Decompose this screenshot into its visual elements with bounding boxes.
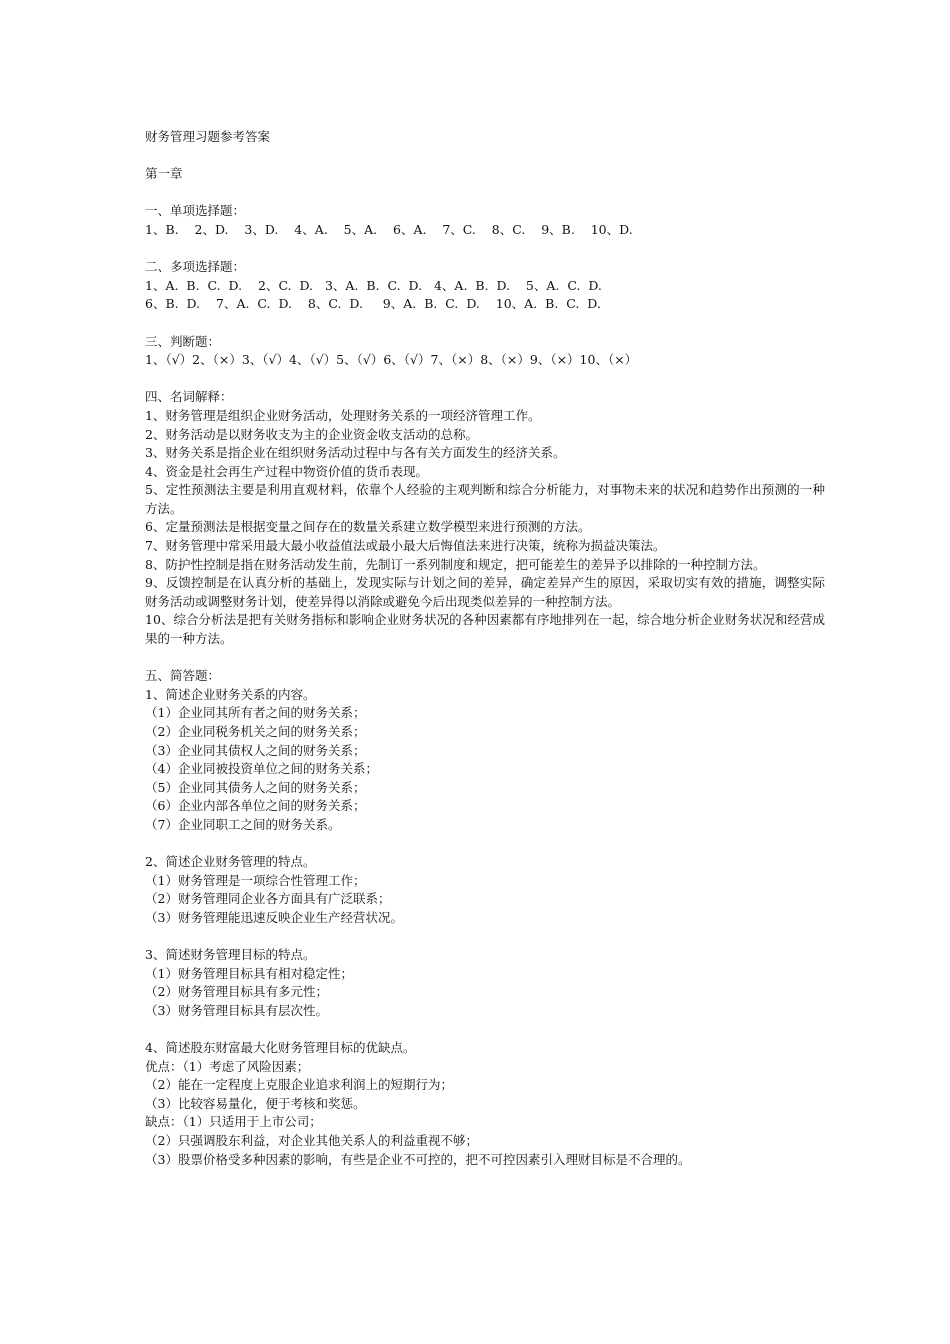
answer-item: （2）财务管理目标具有多元性；	[145, 984, 328, 1000]
answer-item: （6）企业内部各单位之间的财务关系；	[145, 798, 366, 814]
multi-choice-answers-row1: 1、A. B. C. D. 2、C. D. 3、A. B. C. D. 4、A. B. D. 5、A. C. D.	[145, 277, 602, 293]
definition-item: 3、财务关系是指企业在组织财务活动过程中与各有关方面发生的经济关系。	[145, 445, 566, 461]
section-heading-short-answer: 五、简答题：	[145, 668, 221, 684]
answer-item: 缺点：（1）只适用于上市公司；	[145, 1114, 322, 1130]
question-heading: 1、简述企业财务关系的内容。	[145, 686, 316, 702]
document-page	[145, 128, 825, 1169]
definition-item: 5、定性预测法主要是利用直观材料，依靠个人经验的主观判断和综合分析能力，对事物未来的状况和趋势作出预测的一种方法。	[145, 482, 825, 516]
answer-item: （2）能在一定程度上克服企业追求利润上的短期行为；	[145, 1077, 453, 1093]
answer-item: 优点：（1）考虑了风险因素；	[145, 1058, 310, 1074]
answer-item: （3）财务管理能迅速反映企业生产经营状况。	[145, 909, 403, 925]
question-heading: 4、简述股东财富最大化财务管理目标的优缺点。	[145, 1040, 416, 1056]
answer-item: （3）财务管理目标具有层次性。	[145, 1002, 328, 1018]
section-heading-true-false: 三、判断题：	[145, 333, 221, 349]
answer-item: （3）股票价格受多种因素的影响，有些是企业不可控的，把不可控因素引入理财目标是不合理的。	[145, 1151, 691, 1167]
multi-choice-answers-row2: 6、B. D. 7、A. C. D. 8、C. D. 9、A. B. C. D. 10、A. B. C. D.	[145, 296, 601, 312]
question-heading: 2、简述企业财务管理的特点。	[145, 854, 316, 870]
answer-item: （1）企业同其所有者之间的财务关系；	[145, 705, 366, 721]
document-title: 财务管理习题参考答案	[145, 129, 271, 144]
answer-item: （2）财务管理同企业各方面具有广泛联系；	[145, 891, 391, 907]
definition-item: 10、综合分析法是把有关财务指标和影响企业财务状况的各种因素都有序地排列在一起，综合地分析企业财务状况和经营成果的一种方法。	[145, 612, 825, 647]
answer-item: （2）企业同税务机关之间的财务关系；	[145, 724, 366, 739]
answer-item: （3）比较容易量化，便于考核和奖惩。	[145, 1095, 366, 1111]
definition-item: 2、财务活动是以财务收支为主的企业资金收支活动的总称。	[145, 426, 478, 442]
definition-item: 8、防护性控制是指在财务活动发生前，先制订一系列制度和规定，把可能差生的差异予以排除的一种控制方法。	[145, 556, 766, 572]
answer-item: （7）企业同职工之间的财务关系。	[145, 816, 341, 832]
true-false-answers: 1、（√）2、（×）3、（√）4、（√）5、（√）6、（√）7、（×）8、（×）9、（×）10、（×）	[145, 352, 638, 368]
answer-item: （1）财务管理目标具有相对稳定性；	[145, 965, 353, 981]
answer-item: （1）财务管理是一项综合性管理工作；	[145, 872, 366, 888]
answer-item: （3）企业同其债权人之间的财务关系；	[145, 742, 366, 758]
section-heading-definitions: 四、名词解释：	[145, 389, 233, 405]
definition-item: 7、财务管理中常采用最大最小收益值法或最小最大后悔值法来进行决策，统称为损益决策法。	[145, 538, 666, 554]
definition-item: 4、资金是社会再生产过程中物资价值的货币表现。	[145, 463, 428, 479]
answer-item: （4）企业同被投资单位之间的财务关系；	[145, 761, 378, 777]
definition-item: 9、反馈控制是在认真分析的基础上，发现实际与计划之间的差异，确定差异产生的原因，采取切实有效的措施，调整实际财务活动或调整财务计划，使差异得以消除或避免今后出现类似差异的一种控制方法。	[145, 575, 825, 609]
definition-item: 6、定量预测法是根据变量之间存在的数量关系建立数学模型来进行预测的方法。	[145, 519, 591, 535]
answer-item: （5）企业同其债务人之间的财务关系；	[145, 779, 366, 795]
definition-item: 1、财务管理是组织企业财务活动，处理财务关系的一项经济管理工作。	[145, 407, 541, 423]
section-heading-multi-choice: 二、多项选择题：	[145, 259, 246, 275]
single-choice-answers: 1、B. 2、D. 3、D. 4、A. 5、A. 6、A. 7、C. 8、C. 9、B. 10、D.	[145, 221, 633, 237]
answer-item: （2）只强调股东利益，对企业其他关系人的利益重视不够；	[145, 1133, 478, 1149]
question-heading: 3、简述财务管理目标的特点。	[145, 947, 316, 963]
section-heading-single-choice: 一、单项选择题：	[145, 203, 246, 219]
chapter-heading: 第一章	[145, 166, 183, 182]
